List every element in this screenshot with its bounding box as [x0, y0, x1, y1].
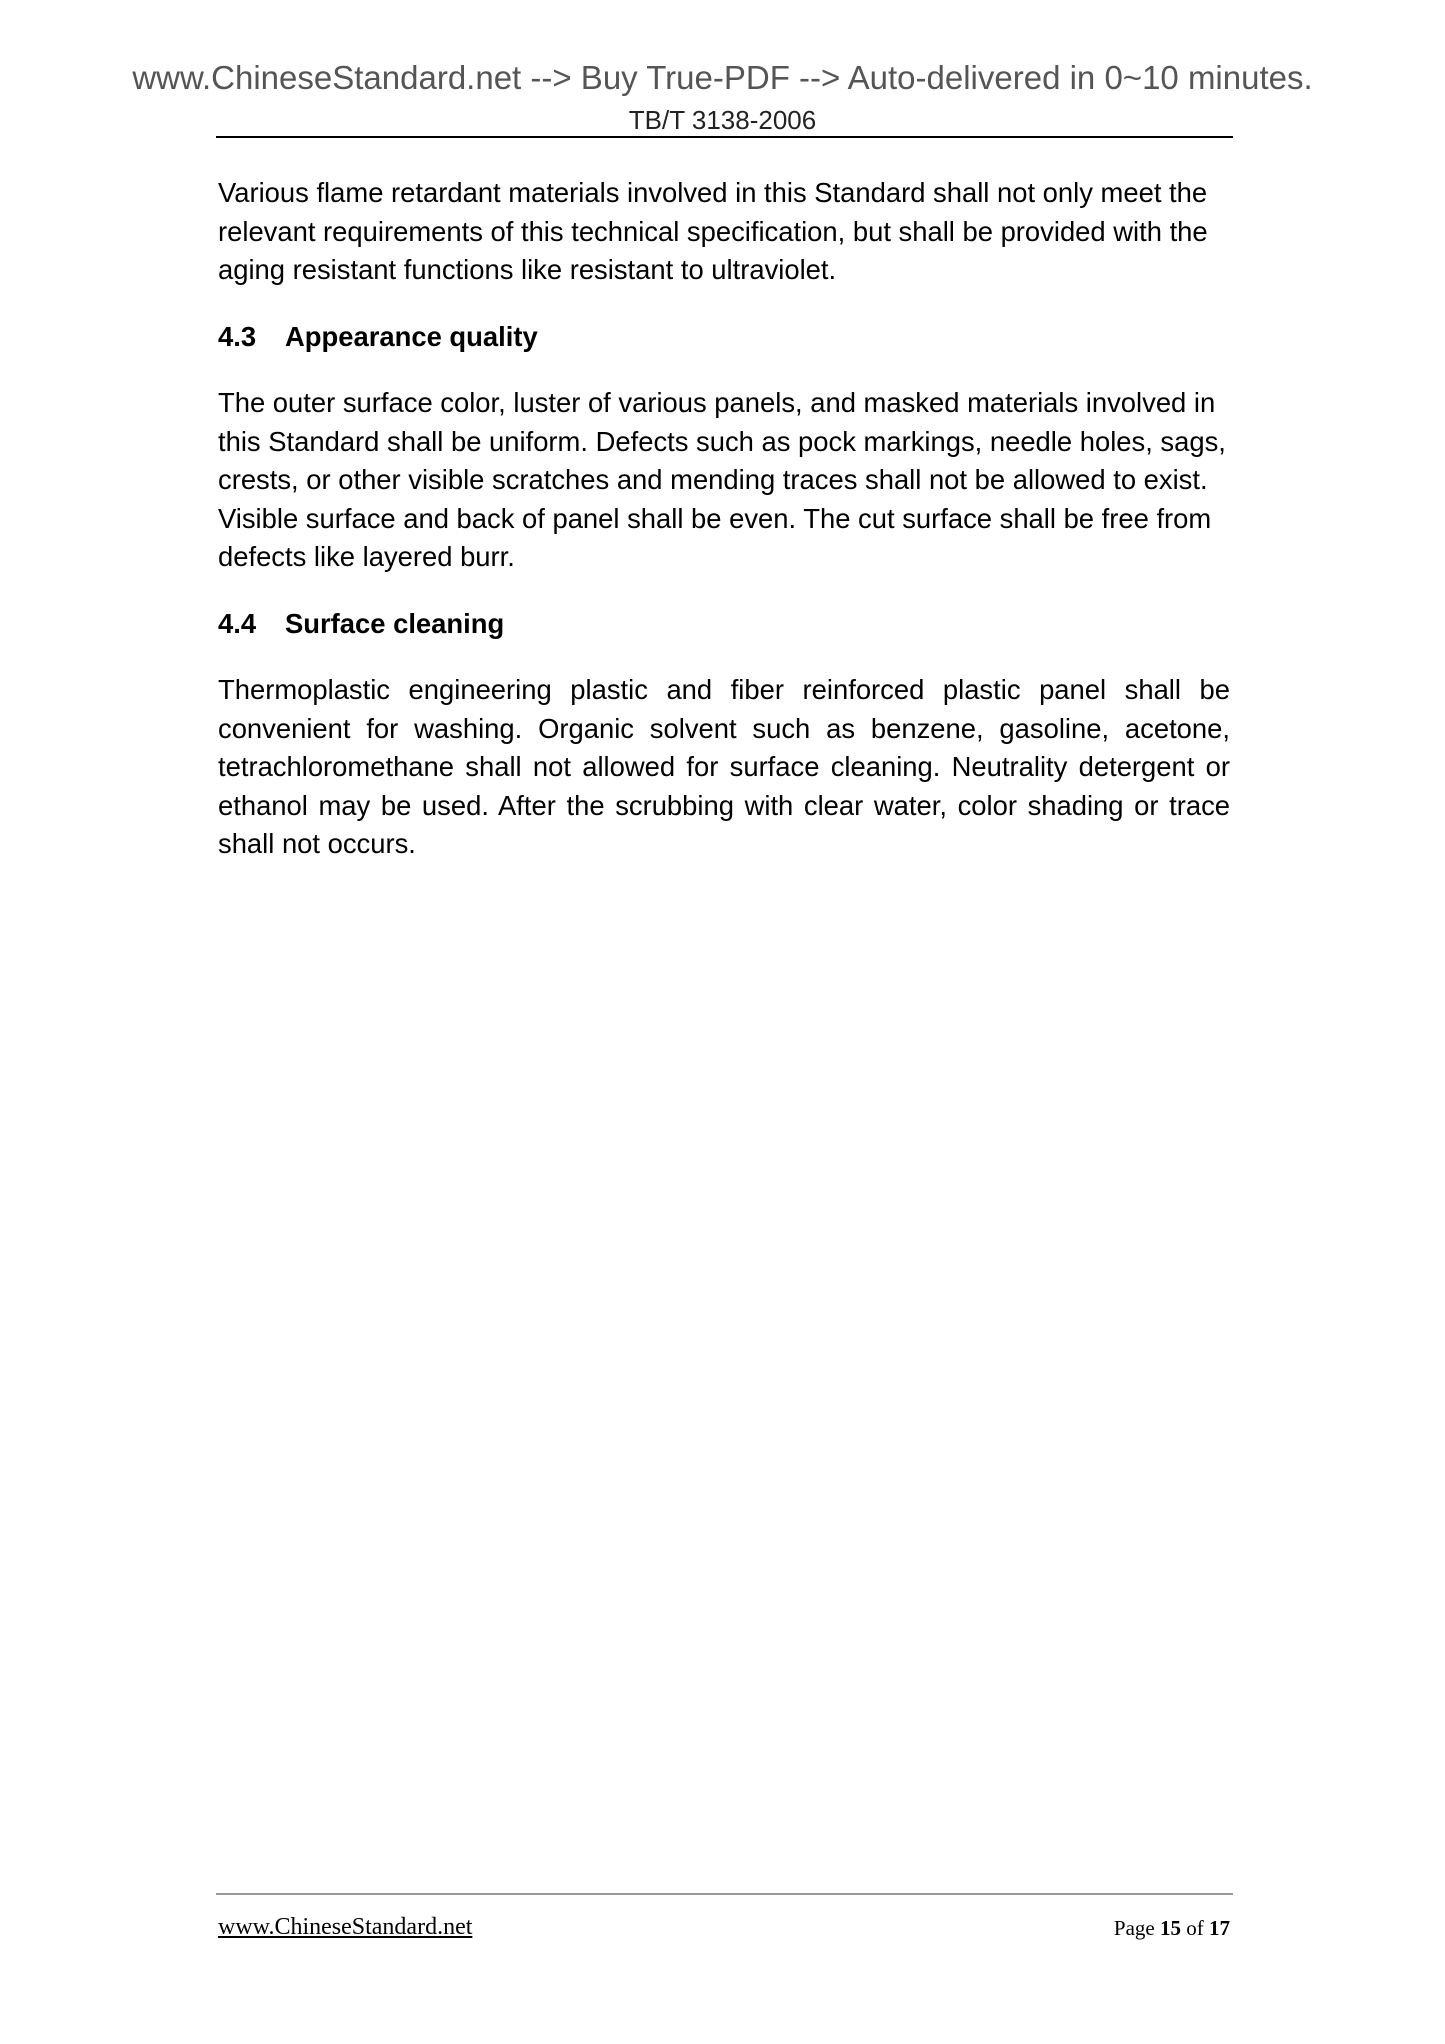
page-label: Page	[1113, 1916, 1155, 1940]
site-banner: www.ChineseStandard.net --> Buy True-PDF --> Auto-delivered in 0~10 minutes.	[132, 59, 1313, 96]
section-heading-surface-cleaning	[218, 605, 1230, 644]
of-label: of	[1186, 1916, 1204, 1940]
section-heading-appearance-quality	[218, 318, 1230, 357]
section-number: 4.3	[218, 320, 257, 352]
page-indicator	[1114, 1914, 1230, 1942]
current-page-number: 15	[1160, 1916, 1181, 1940]
section-title: Surface cleaning	[285, 607, 505, 639]
surface-cleaning-paragraph: Thermoplastic engineering plastic and fiber reinforced plastic panel shall be convenient for washing. Organic solvent such as benzene, gasoline, acetone, tetrachloromethane shall not allowed for surface cleaning. Neutrality detergent or ethanol may be used. After the scrubbing with clear water, color shading or trace shall not occurs.	[218, 674, 1230, 859]
section-number: 4.4	[218, 607, 257, 639]
document-body	[218, 174, 1230, 864]
footer-divider	[216, 1893, 1233, 1895]
header-divider	[216, 136, 1233, 138]
section-title: Appearance quality	[285, 320, 538, 352]
footer-website-link[interactable]: www.ChineseStandard.net	[218, 1914, 473, 1940]
total-pages-number: 17	[1209, 1916, 1230, 1940]
standard-number: TB/T 3138-2006	[628, 105, 817, 135]
intro-paragraph: Various flame retardant materials involved in this Standard shall not only meet the relevant requirements of this technical specification, but shall be provided with the aging resistant functions like resistant to ultraviolet.	[218, 177, 1208, 285]
appearance-quality-paragraph: The outer surface color, luster of various panels, and masked materials involved in this Standard shall be uniform. Defects such as pock markings, needle holes, sags, crests, or other visible scratches and mending traces shall not be allowed to exist. Visible surface and back of panel shall be even. The cut surface shall be free from defects like layered burr.	[218, 387, 1226, 572]
